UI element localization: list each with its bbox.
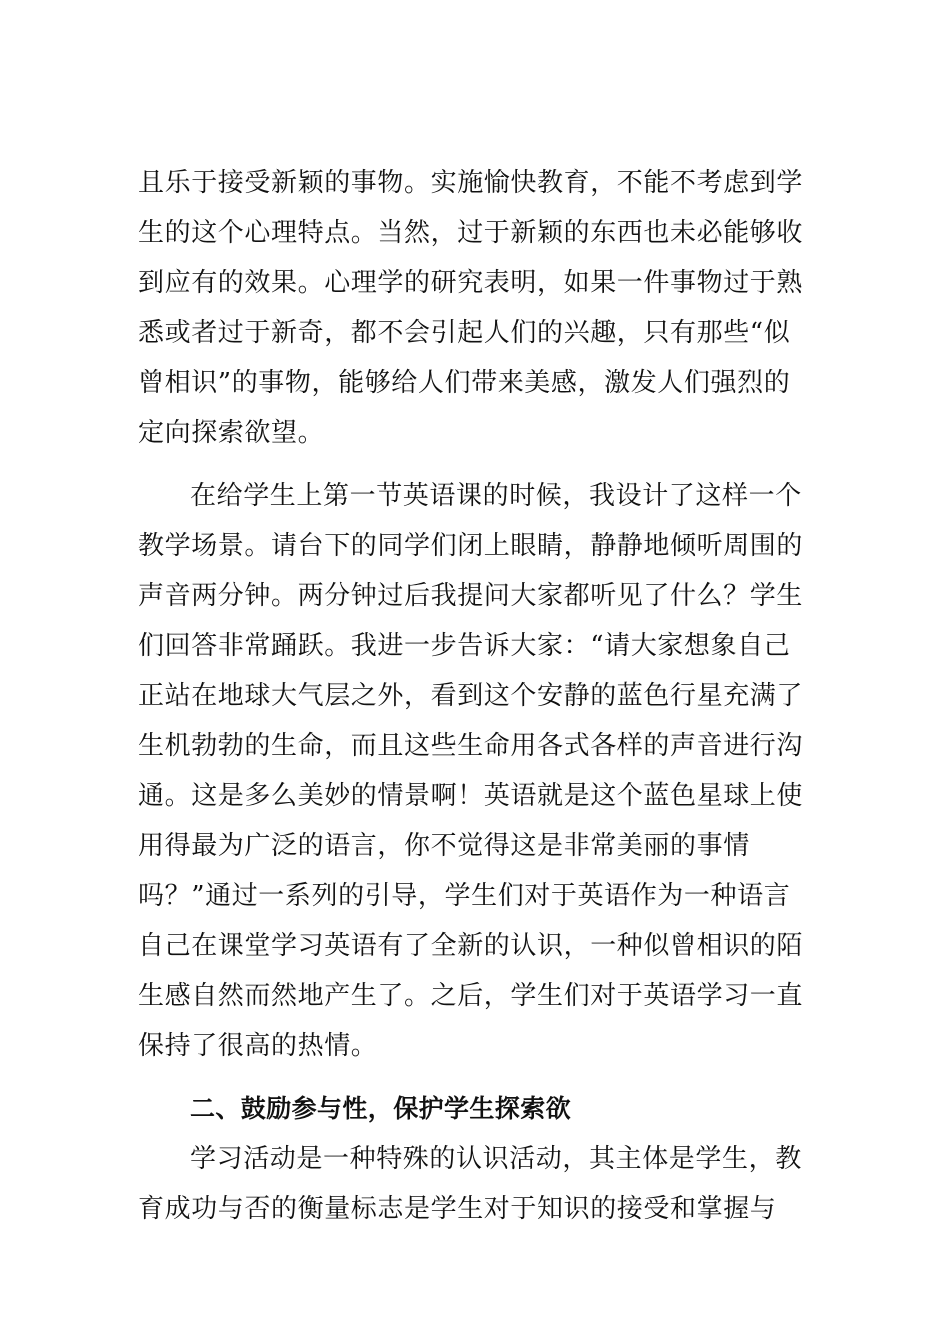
text-line: 且乐于接受新颖的事物。实施愉快教育，不能不考虑到学 — [138, 168, 804, 198]
text-line: 吗？”通过一系列的引导，学生们对于英语作为一种语言 — [138, 881, 791, 911]
paragraph-1 — [138, 158, 804, 458]
section-heading — [138, 1084, 778, 1134]
text-line: 保持了很高的热情。 — [138, 1031, 378, 1061]
text-line: 在给学生上第一节英语课的时候，我设计了这样一个 — [190, 481, 802, 511]
text-line: 学习活动是一种特殊的认识活动，其主体是学生，教 — [190, 1144, 802, 1174]
paragraph-3 — [138, 1134, 802, 1234]
text-line: 教学场景。请台下的同学们闭上眼睛，静静地倾听周围的 — [138, 531, 804, 561]
text-line: 用得最为广泛的语言，你不觉得这是非常美丽的事情 — [138, 831, 750, 861]
text-line: 悉或者过于新奇，都不会引起人们的兴趣，只有那些“似 — [138, 318, 791, 348]
section-heading-text: 二、鼓励参与性，保护学生探索欲 — [190, 1094, 572, 1123]
document-page — [138, 158, 804, 1234]
text-line: 育成功与否的衡量标志是学生对于知识的接受和掌握与 — [138, 1194, 777, 1224]
text-line: 定向探索欲望。 — [138, 418, 325, 448]
text-line: 通。这是多么美妙的情景啊！英语就是这个蓝色星球上使 — [138, 781, 804, 811]
text-line: 们回答非常踊跃。我进一步告诉大家：“请大家想象自己 — [138, 631, 791, 661]
text-line: 正站在地球大气层之外，看到这个安静的蓝色行星充满了 — [138, 681, 804, 711]
paragraph-2 — [138, 471, 804, 1071]
text-line: 到应有的效果。心理学的研究表明，如果一件事物过于熟 — [138, 268, 804, 298]
text-line: 自己在课堂学习英语有了全新的认识，一种似曾相识的陌 — [138, 931, 804, 961]
text-line: 生感自然而然地产生了。之后，学生们对于英语学习一直 — [138, 981, 804, 1011]
text-line: 曾相识”的事物，能够给人们带来美感，激发人们强烈的 — [138, 368, 791, 398]
text-line: 生机勃勃的生命，而且这些生命用各式各样的声音进行沟 — [138, 731, 804, 761]
text-line: 声音两分钟。两分钟过后我提问大家都听见了什么？学生 — [138, 581, 804, 611]
text-line: 生的这个心理特点。当然，过于新颖的东西也未必能够收 — [138, 218, 804, 248]
